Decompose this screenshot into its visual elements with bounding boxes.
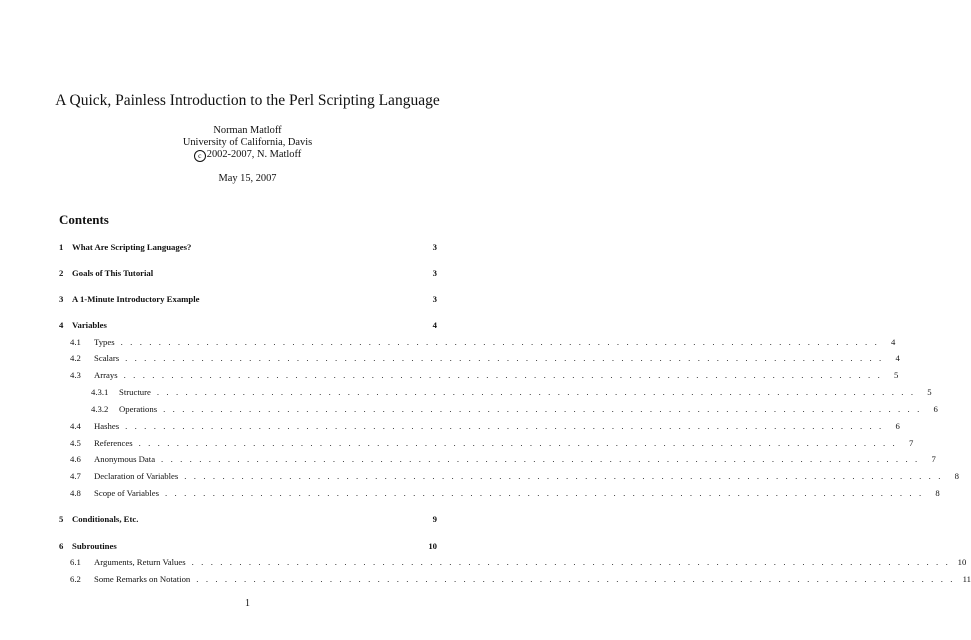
toc-entry-page: 6 [895,421,900,431]
toc-entry-number: 4 [59,320,64,330]
toc-entry[interactable] [70,369,899,381]
toc-entry-number: 4.7 [70,471,81,481]
toc-entry[interactable] [59,267,437,279]
toc-entry-page: 11 [962,574,971,584]
copyright-line [0,149,495,162]
toc-entry-page: 3 [432,268,437,278]
toc-leader-dots: . . . . . . . . . . . . . . . . . . . . . . . . . . . . . . . . . . . . . . . . . . . . . . . . . . . . . . . . . . . . . . . . . . . . . . . . . . . . . . . . [196,574,956,584]
toc-entry[interactable] [70,556,967,568]
toc-entry-label: Structure [119,387,151,397]
toc-entry-number: 2 [59,268,64,278]
author-block [0,125,495,162]
toc-entry-label: Declaration of Variables [94,471,179,481]
toc-entry[interactable] [70,470,959,482]
toc-entry-page: 9 [432,514,437,524]
toc-entry-page: 6 [933,404,938,414]
toc-entry-page: 5 [927,387,932,397]
toc-leader-dots: . . . . . . . . . . . . . . . . . . . . . . . . . . . . . . . . . . . . . . . . . . . . . . . . . . . . . . . . . . . . . . . . . . . . . . . . . . . . . . . . [161,454,920,464]
toc-leader-dots: . . . . . . . . . . . . . . . . . . . . . . . . . . . . . . . . . . . . . . . . . . . . . . . . . . . . . . . . . . . . . . . . . . . . . . . . . . . . . . . . [120,337,880,347]
toc-entry-page: 10 [428,541,437,551]
toc-entry-label: Subroutines [72,541,117,551]
toc-entry-number: 4.8 [70,488,81,498]
toc-entry[interactable] [70,573,971,585]
toc-entry-page: 5 [894,370,899,380]
toc-entry-page: 8 [935,488,940,498]
toc-entry-number: 3 [59,294,64,304]
toc-entry-label: Anonymous Data [94,454,156,464]
toc-leader-dots: . . . . . . . . . . . . . . . . . . . . . . . . . . . . . . . . . . . . . . . . . . . . . . . . . . . . . . . . . . . . . . . . . . . . . . . . . . . . . . . . [125,421,884,431]
toc-entry-number: 5 [59,514,64,524]
toc-entry-label: Goals of This Tutorial [72,268,154,278]
toc-entry[interactable] [59,241,437,253]
toc-entry-number: 4.3.1 [91,387,109,397]
toc-entry[interactable] [70,336,896,348]
toc-leader-dots: . . . . . . . . . . . . . . . . . . . . . . . . . . . . . . . . . . . . . . . . . . . . . . . . . . . . . . . . . . . . . . . . . . . . . . . . . . . . . . . . [163,404,922,414]
toc-entry-number: 1 [59,242,64,252]
toc-leader-dots: . . . . . . . . . . . . . . . . . . . . . . . . . . . . . . . . . . . . . . . . . . . . . . . . . . . . . . . . . . . . . . . . . . . . . . . . . . . . . . . . [138,438,898,448]
toc-entry[interactable] [91,403,938,415]
toc-entry[interactable] [70,352,900,364]
toc-entry[interactable] [59,319,437,331]
toc-entry-number: 4.6 [70,454,81,464]
toc-entry-page: 10 [957,557,967,567]
toc-entry-label: Some Remarks on Notation [94,574,191,584]
toc-entry[interactable] [70,453,936,465]
toc-leader-dots: . . . . . . . . . . . . . . . . . . . . . . . . . . . . . . . . . . . . . . . . . . . . . . . . . . . . . . . . . . . . . . . . . . . . . . . . . . . . . . . . [125,353,884,363]
toc-entry-number: 4.3.2 [91,404,109,414]
toc-leader-dots: . . . . . . . . . . . . . . . . . . . . . . . . . . . . . . . . . . . . . . . . . . . . . . . . . . . . . . . . . . . . . . . . . . . . . . . . . . . . . . . . [156,387,916,397]
contents-heading: Contents [59,212,109,227]
toc-entry-label: Operations [119,404,158,414]
toc-entry-label: Arrays [94,370,118,380]
toc-entry[interactable] [91,386,932,398]
author-name: Norman Matloff [213,125,282,136]
toc-entry[interactable] [59,293,437,305]
toc-entry[interactable] [59,540,437,552]
toc-entry-page: 7 [908,438,914,448]
toc-entry[interactable] [70,437,914,449]
toc-entry-page: 4 [895,353,900,363]
document-date: May 15, 2007 [218,173,277,184]
copyright-icon: c [194,150,206,162]
toc-entry-page: 4 [891,337,896,347]
toc-entry-page: 7 [931,454,936,464]
toc-leader-dots: . . . . . . . . . . . . . . . . . . . . . . . . . . . . . . . . . . . . . . . . . . . . . . . . . . . . . . . . . . . . . . . . . . . . . . . . . . . . . . . . [184,471,943,481]
toc-entry-number: 4.1 [70,337,81,347]
toc-entry-page: 8 [954,471,959,481]
toc-entry-label: Conditionals, Etc. [72,514,139,524]
toc-entry[interactable] [70,487,940,499]
toc-entry[interactable] [70,420,900,432]
toc-entry-number: 4.2 [70,353,81,363]
toc-entry-label: Scope of Variables [94,488,159,498]
toc-leader-dots: . . . . . . . . . . . . . . . . . . . . . . . . . . . . . . . . . . . . . . . . . . . . . . . . . . . . . . . . . . . . . . . . . . . . . . . . . . . . . . . . [123,370,883,380]
copyright-text: 2002-2007, N. Matloff [206,149,302,160]
toc-leader-dots: . . . . . . . . . . . . . . . . . . . . . . . . . . . . . . . . . . . . . . . . . . . . . . . . . . . . . . . . . . . . . . . . . . . . . . . . . . . . . . . . [164,488,924,498]
document-title: A Quick, Painless Introduction to the Perl Scripting Language [55,92,440,109]
toc-entry-number: 6.2 [70,574,81,584]
toc-entry-label: Arguments, Return Values [94,557,186,567]
toc-entry-page: 3 [432,242,437,252]
toc-entry-page: 3 [432,294,437,304]
toc-entry-label: Types [94,337,115,347]
toc-entry-number: 4.4 [70,421,81,431]
page-number: 1 [245,598,250,609]
toc-entry-label: Hashes [94,421,120,431]
toc-entry-number: 4.3 [70,370,81,380]
toc-entry-label: References [94,438,133,448]
toc-entry-number: 6.1 [70,557,81,567]
toc-leader-dots: . . . . . . . . . . . . . . . . . . . . . . . . . . . . . . . . . . . . . . . . . . . . . . . . . . . . . . . . . . . . . . . . . . . . . . . . . . . . . . . . [191,557,951,567]
toc-entry-number: 6 [59,541,64,551]
toc-entry[interactable] [59,513,437,525]
toc-entry-page: 4 [432,320,437,330]
author-affiliation: University of California, Davis [182,137,313,148]
toc-entry-label: Scalars [94,353,120,363]
toc-entry-number: 4.5 [70,438,81,448]
toc-entry-label: What Are Scripting Languages? [72,242,192,252]
toc-entry-label: Variables [72,320,107,330]
toc-entry-label: A 1-Minute Introductory Example [72,294,200,304]
